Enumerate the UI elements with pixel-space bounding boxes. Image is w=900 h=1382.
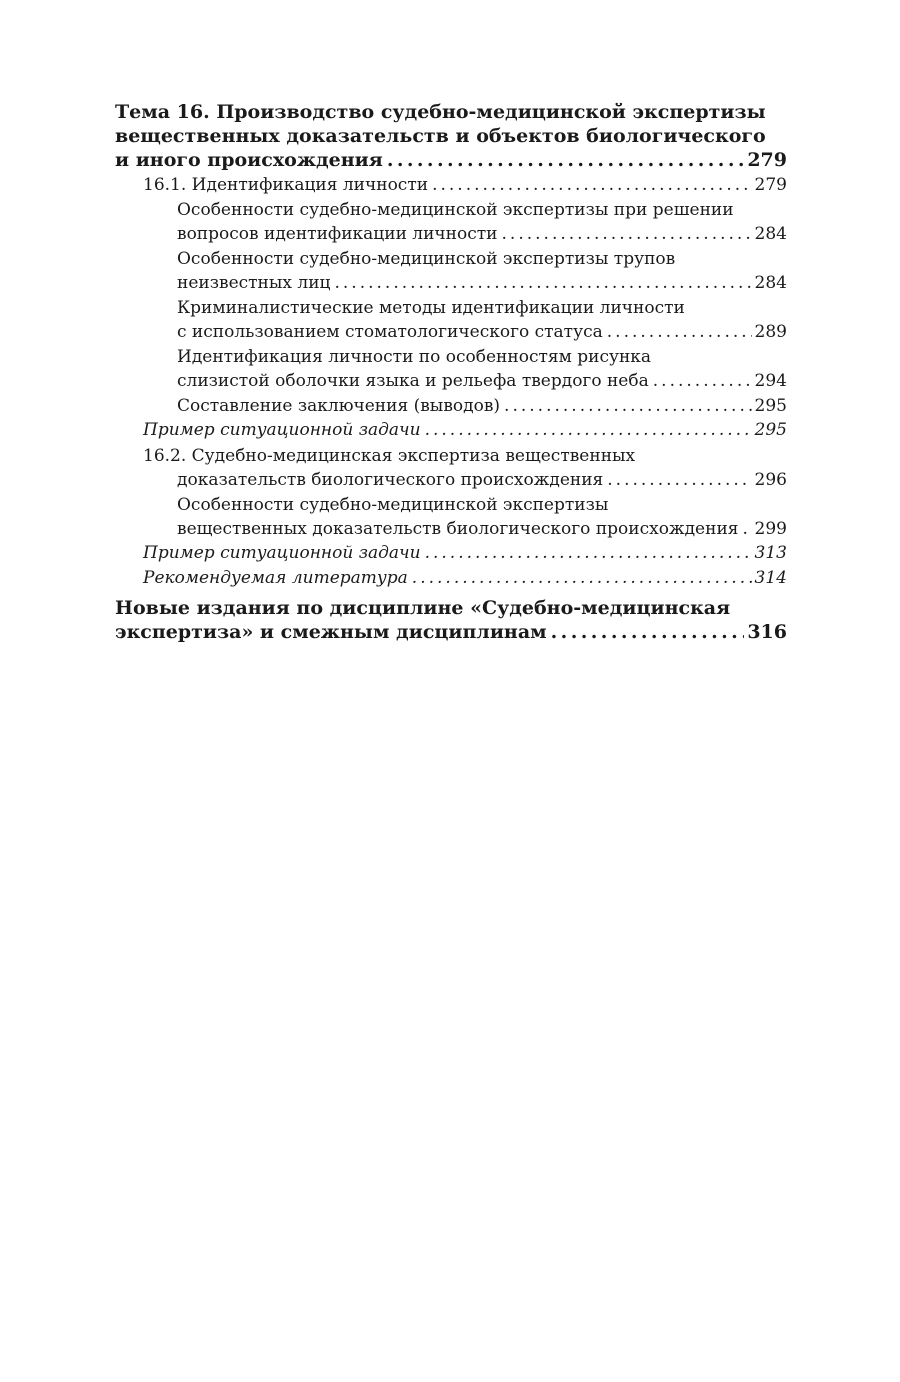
toc-entry-text: 16.2. Судебно-медицинская экспертиза вещественных [143, 446, 636, 466]
toc-entry-text: слизистой оболочки языка и рельефа твердого неба [177, 371, 649, 391]
toc-entry-16-1-identification-expertise[interactable] [115, 198, 787, 246]
toc-page-number: 279 [747, 149, 787, 171]
toc-entry-text: Пример ситуационной задачи [143, 420, 421, 440]
toc-page-number: 284 [754, 224, 787, 244]
toc-entry-16-2-biological-evidence[interactable] [115, 493, 787, 541]
toc-page-number: 295 [754, 396, 787, 416]
toc-entry-text: Новые издания по дисциплине «Судебно-медицинская [115, 597, 731, 619]
toc-entry-new-editions[interactable] [115, 596, 787, 644]
toc-entry-text: Криминалистические методы идентификации личности [177, 298, 685, 318]
toc-page-number: 279 [754, 175, 787, 195]
toc-page-number: 316 [747, 621, 787, 643]
toc-entry-text: Особенности судебно-медицинской экспертизы при решении [177, 200, 734, 220]
toc-page-number: 289 [754, 322, 787, 342]
toc-entry-16-1-unknown-corpses[interactable] [115, 247, 787, 295]
toc-entry-text: экспертиза» и смежным дисциплинам [115, 621, 547, 643]
toc-entry-16-2[interactable] [115, 444, 787, 492]
toc-entry-example-task-1[interactable] [115, 418, 787, 443]
toc-page-number: 299 [754, 519, 787, 539]
dot-leader [334, 271, 751, 295]
toc-entry-text: доказательств биологического происхождения [177, 470, 604, 490]
toc-entry-16-1[interactable] [115, 173, 787, 197]
toc-entry-text: Рекомендуемая литература [143, 568, 408, 588]
toc-page-number: 284 [754, 273, 787, 293]
toc-entry-16-1-conclusion[interactable] [115, 394, 787, 418]
dot-leader [504, 394, 752, 418]
dot-leader [607, 468, 751, 492]
dot-leader [607, 320, 752, 344]
toc-page-number: 313 [754, 543, 787, 563]
toc-entry-text: Пример ситуационной задачи [143, 543, 421, 563]
toc-entry-text: вещественных доказательств биологического происхождения [177, 519, 739, 539]
dot-leader [425, 541, 752, 566]
toc-entry-text: Тема 16. Производство судебно-медицинской экспертизы [115, 101, 766, 123]
toc-page-number: 314 [754, 568, 787, 588]
dot-leader [425, 418, 752, 443]
toc-page-number: 294 [754, 371, 787, 391]
toc-entry-example-task-2[interactable] [115, 541, 787, 566]
toc-entry-text: с использованием стоматологического статуса [177, 322, 603, 342]
dot-leader [551, 620, 745, 644]
toc-page-number: 295 [754, 420, 787, 440]
toc-entry-text: Особенности судебно-медицинской экспертизы трупов [177, 249, 676, 269]
toc-entry-16-1-dental-status[interactable] [115, 296, 787, 344]
toc-entry-text: Составление заключения (выводов) [177, 396, 501, 416]
dot-leader [432, 173, 751, 197]
toc-entry-text: 16.1. Идентификация личности [143, 175, 429, 195]
table-of-contents [115, 100, 787, 644]
dot-leader [743, 517, 752, 541]
dot-leader [387, 148, 745, 172]
toc-entry-text: Особенности судебно-медицинской экспертизы [177, 495, 609, 515]
toc-entry-16-1-tongue-palate[interactable] [115, 345, 787, 393]
dot-leader [412, 566, 752, 591]
dot-leader [653, 369, 752, 393]
toc-entry-text: неизвестных лиц [177, 273, 331, 293]
dot-leader [502, 222, 752, 246]
toc-entry-text: Идентификация личности по особенностям рисунка [177, 347, 652, 367]
toc-entry-text: и иного происхождения [115, 149, 383, 171]
toc-page-number: 296 [754, 470, 787, 490]
toc-entry-topic-16[interactable] [115, 100, 787, 172]
toc-entry-text: вопросов идентификации личности [177, 224, 498, 244]
toc-entry-text: вещественных доказательств и объектов биологического [115, 125, 766, 147]
toc-entry-recommended-literature[interactable] [115, 566, 787, 591]
